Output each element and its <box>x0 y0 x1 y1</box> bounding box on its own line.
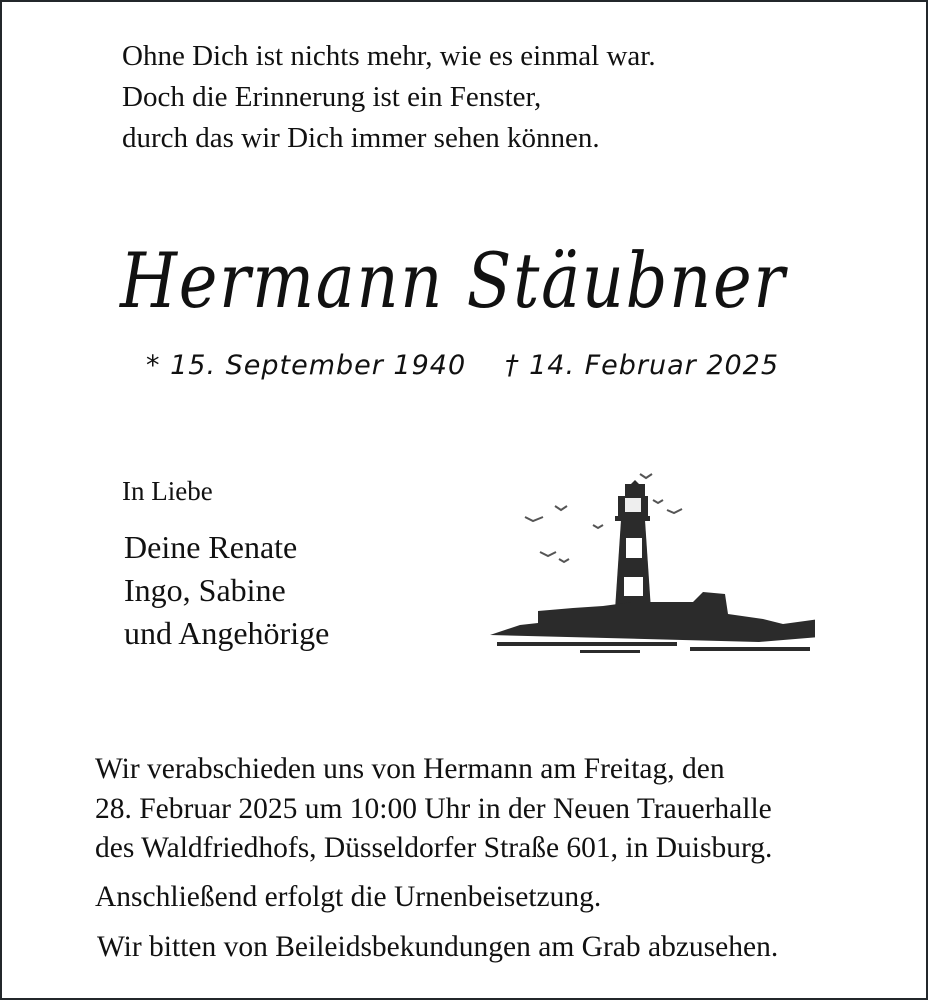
in-liebe-label: In Liebe <box>122 476 213 506</box>
poem-line: Doch die Erinnerung ist ein Fenster, <box>122 81 542 113</box>
poem-line: durch das wir Dich immer sehen können. <box>122 122 600 154</box>
burial-note: Anschließend erfolgt die Urnenbeisetzung. <box>95 881 602 913</box>
funeral-line: 28. Februar 2025 um 10:00 Uhr in der Neuen Trauerhalle <box>95 792 772 825</box>
lighthouse-illustration <box>485 462 815 662</box>
family-signature <box>124 526 329 655</box>
family-line: und Angehörige <box>124 615 330 651</box>
funeral-details <box>95 750 772 869</box>
family-line: Ingo, Sabine <box>124 572 286 608</box>
poem-line: Ohne Dich ist nichts mehr, wie es einmal war. <box>122 40 656 72</box>
condolence-note: Wir bitten von Beileidsbekundungen am Grab abzusehen. <box>97 931 779 963</box>
death-date: † 14. Februar 2025 <box>505 350 780 381</box>
family-line: Deine Renate <box>124 529 298 565</box>
poem <box>122 36 656 159</box>
deceased-name: Hermann Stäubner <box>120 236 787 325</box>
funeral-line: des Waldfriedhofs, Düsseldorfer Straße 601, in Duisburg. <box>95 832 773 864</box>
funeral-line: Wir verabschieden uns von Hermann am Freitag, den <box>95 753 725 785</box>
birth-date: * 15. September 1940 <box>146 350 467 381</box>
